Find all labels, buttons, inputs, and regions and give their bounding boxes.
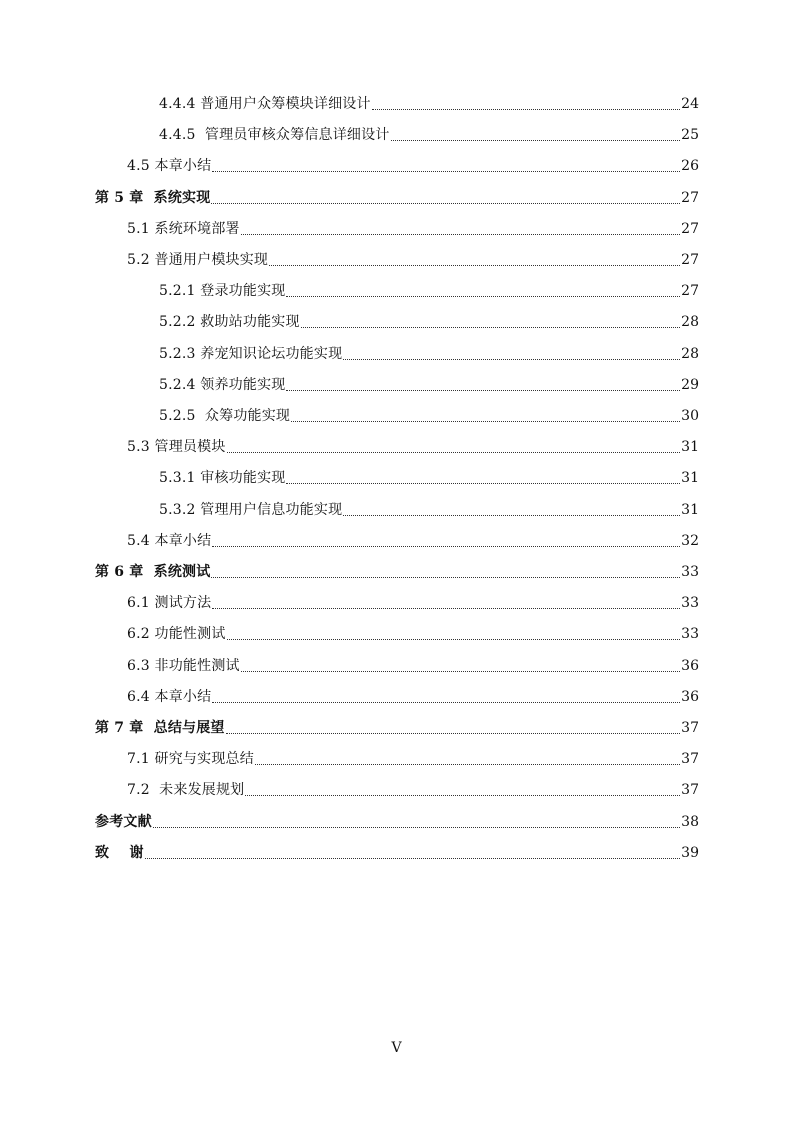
- toc-dot-leader: [226, 733, 681, 734]
- toc-entry[interactable]: [159, 124, 699, 146]
- toc-dot-leader: [211, 577, 680, 578]
- toc-dot-leader: [286, 483, 680, 484]
- toc-entry-page-number: 37: [681, 751, 699, 767]
- toc-entry[interactable]: [127, 686, 699, 708]
- toc-entry-page-number: 28: [681, 314, 699, 330]
- toc-dot-leader: [145, 858, 680, 859]
- toc-dot-leader: [245, 795, 680, 796]
- toc-entry[interactable]: [159, 374, 699, 396]
- toc-entry-title: 5.2 普通用户模块实现: [127, 252, 269, 268]
- toc-dot-leader: [212, 608, 680, 609]
- toc-entry[interactable]: [159, 467, 699, 489]
- toc-entry-title: 4.4.5 管理员审核众筹信息详细设计: [159, 127, 390, 143]
- toc-dot-leader: [343, 515, 680, 516]
- page-number: V: [391, 1040, 402, 1056]
- toc-entry-title: 5.2.1 登录功能实现: [159, 283, 286, 299]
- toc-entry[interactable]: [95, 561, 699, 583]
- toc-entry-page-number: 27: [681, 283, 699, 299]
- toc-dot-leader: [227, 639, 681, 640]
- toc-entry-title: 第 7 章 总结与展望: [95, 720, 225, 736]
- toc-entry-page-number: 27: [681, 252, 699, 268]
- toc-entry[interactable]: [127, 655, 699, 677]
- toc-entry-page-number: 27: [681, 190, 699, 206]
- toc-dot-leader: [241, 234, 680, 235]
- toc-entry[interactable]: [127, 779, 699, 801]
- toc-entry-page-number: 29: [681, 377, 699, 393]
- toc-entry-page-number: 25: [681, 127, 699, 143]
- toc-entry-page-number: 33: [681, 564, 699, 580]
- toc-dot-leader: [211, 203, 680, 204]
- toc-dot-leader: [212, 546, 680, 547]
- toc-entry[interactable]: [127, 155, 699, 177]
- toc-entry-title: 5.3.1 审核功能实现: [159, 470, 286, 486]
- toc-entry-title: 参考文献: [95, 814, 152, 830]
- toc-dot-leader: [227, 452, 681, 453]
- toc-entry-page-number: 31: [681, 502, 699, 518]
- toc-entry[interactable]: [127, 592, 699, 614]
- toc-entry[interactable]: [95, 842, 699, 864]
- toc-dot-leader: [343, 359, 680, 360]
- toc-entry[interactable]: [127, 748, 699, 770]
- toc-entry-page-number: 26: [681, 158, 699, 174]
- toc-entry[interactable]: [159, 405, 699, 427]
- toc-entry-page-number: 37: [681, 720, 699, 736]
- toc-entry-title: 5.4 本章小结: [127, 533, 212, 549]
- toc-entry-page-number: 32: [681, 533, 699, 549]
- toc-entry-page-number: 24: [681, 96, 699, 112]
- toc-entry-title: 7.2 未来发展规划: [127, 782, 245, 798]
- toc-dot-leader: [301, 327, 681, 328]
- toc-entry-title: 5.2.3 养宠知识论坛功能实现: [159, 346, 343, 362]
- toc-entry-page-number: 38: [681, 814, 699, 830]
- toc-entry-page-number: 28: [681, 346, 699, 362]
- toc-entry-page-number: 30: [681, 408, 699, 424]
- toc-entry[interactable]: [127, 623, 699, 645]
- toc-entry[interactable]: [159, 280, 699, 302]
- toc-entry[interactable]: [127, 218, 699, 240]
- toc-entry-title: 5.3.2 管理用户信息功能实现: [159, 502, 343, 518]
- toc-entry-title: 致 谢: [95, 845, 144, 861]
- toc-entry-title: 5.2.5 众筹功能实现: [159, 408, 291, 424]
- toc-entry-title: 5.2.2 救助站功能实现: [159, 314, 300, 330]
- toc-dot-leader: [391, 140, 681, 141]
- toc-entry-title: 7.1 研究与实现总结: [127, 751, 254, 767]
- toc-entry-title: 6.3 非功能性测试: [127, 658, 240, 674]
- toc-entry-title: 4.4.4 普通用户众筹模块详细设计: [159, 96, 371, 112]
- toc-entry-title: 6.2 功能性测试: [127, 626, 226, 642]
- toc-entry[interactable]: [95, 811, 699, 833]
- toc-entry[interactable]: [127, 436, 699, 458]
- toc-entry-page-number: 39: [681, 845, 699, 861]
- toc-entry-page-number: 33: [681, 626, 699, 642]
- toc-entry[interactable]: [127, 530, 699, 552]
- toc-dot-leader: [255, 764, 680, 765]
- toc-dot-leader: [212, 702, 680, 703]
- toc-entry[interactable]: [95, 717, 699, 739]
- toc-entry-page-number: 36: [681, 689, 699, 705]
- toc-entry-title: 第 5 章 系统实现: [95, 190, 211, 206]
- toc-entry-page-number: 36: [681, 658, 699, 674]
- toc-entry[interactable]: [159, 311, 699, 333]
- toc-entry[interactable]: [159, 93, 699, 115]
- toc-dot-leader: [286, 390, 680, 391]
- toc-entry-title: 6.1 测试方法: [127, 595, 212, 611]
- toc-entry-title: 5.2.4 领养功能实现: [159, 377, 286, 393]
- toc-entry-title: 5.1 系统环境部署: [127, 221, 240, 237]
- toc-entry[interactable]: [159, 343, 699, 365]
- toc-entry-title: 5.3 管理员模块: [127, 439, 226, 455]
- toc-entry[interactable]: [95, 187, 699, 209]
- toc-entry-page-number: 31: [681, 439, 699, 455]
- toc-dot-leader: [286, 296, 680, 297]
- toc-entry-page-number: 27: [681, 221, 699, 237]
- toc-entry-title: 6.4 本章小结: [127, 689, 212, 705]
- toc-dot-leader: [372, 109, 681, 110]
- toc-entry[interactable]: [127, 249, 699, 271]
- toc-entry-page-number: 31: [681, 470, 699, 486]
- toc-dot-leader: [291, 421, 680, 422]
- toc-dot-leader: [153, 827, 680, 828]
- toc-entry[interactable]: [159, 499, 699, 521]
- toc-dot-leader: [212, 171, 680, 172]
- toc-dot-leader: [241, 671, 680, 672]
- toc-entry-title: 第 6 章 系统测试: [95, 564, 211, 580]
- toc-entry-page-number: 37: [681, 782, 699, 798]
- toc-entry-page-number: 33: [681, 595, 699, 611]
- toc-entry-title: 4.5 本章小结: [127, 158, 212, 174]
- toc-dot-leader: [269, 265, 680, 266]
